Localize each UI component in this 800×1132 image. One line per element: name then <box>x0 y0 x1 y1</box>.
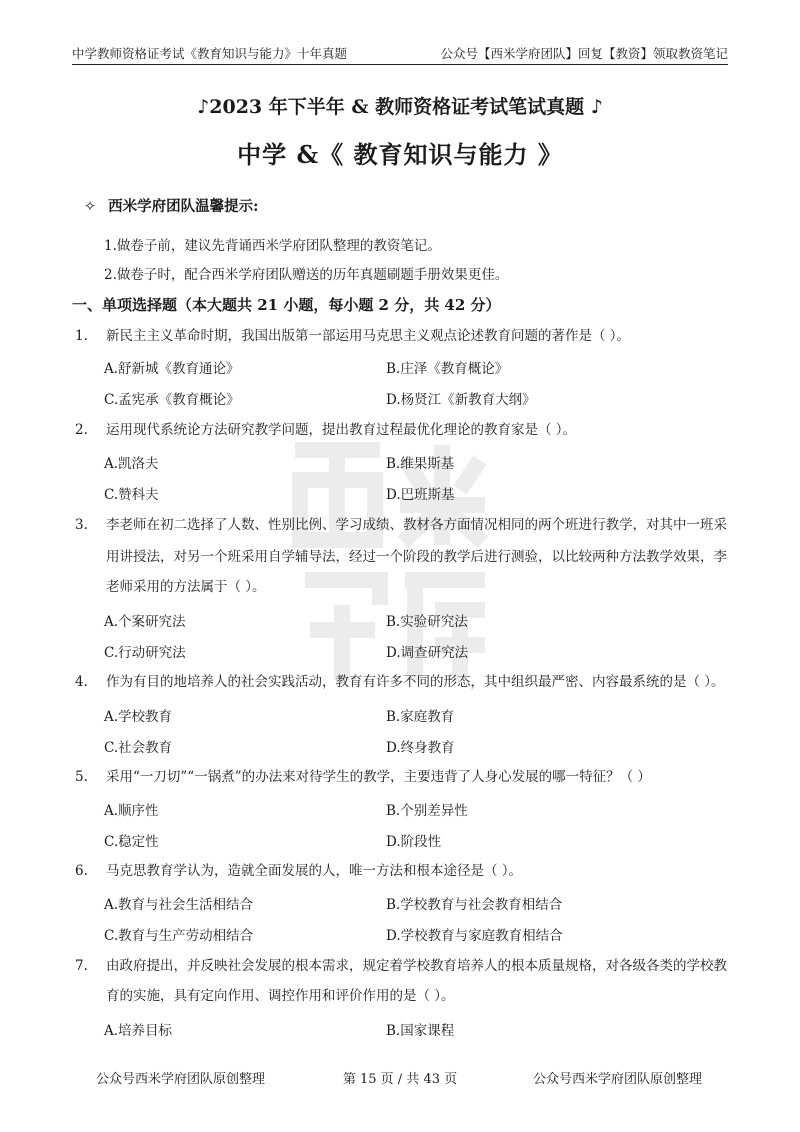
page-number: 第 15 页 / 共 43 页 <box>342 1072 458 1087</box>
question-3 <box>75 511 735 540</box>
header-left-text: 中学教师资格证考试《教育知识与能力》十年真题 <box>72 46 348 61</box>
option-a: A.个案研究法 <box>104 614 186 630</box>
page-header <box>72 38 728 65</box>
option-d: D.终身教育 <box>386 740 455 756</box>
question-1 <box>75 322 735 351</box>
option-d: D.调查研究法 <box>386 645 469 661</box>
option-a: A.顺序性 <box>104 803 159 819</box>
header-right-text: 公众号【西米学府团队】回复【教资】领取教资笔记 <box>440 46 728 61</box>
question-number: 4. <box>75 674 88 690</box>
option-b: B.国家课程 <box>386 1023 455 1039</box>
exam-title: ♪2023 年下半年 & 教师资格证考试笔试真题 ♪ <box>197 96 603 118</box>
question-7 <box>75 952 735 981</box>
question-stem: 李老师在初二选择了人数、性别比例、学习成绩、教材各方面情况相同的两个班进行教学，对其中一班采 <box>106 517 727 533</box>
sparkle-icon: ✧ <box>84 199 97 215</box>
subject-title: 中学 &《 教育知识与能力 》 <box>237 140 563 169</box>
tips-heading-text: 西米学府团队温馨提示: <box>108 198 259 215</box>
question-stem: 新民主主义革命时期，我国出版第一部运用马克思主义观点论述教育问题的著作是（ ）。 <box>106 328 631 344</box>
option-c: C.稳定性 <box>104 834 159 850</box>
question-stem: 由政府提出，并反映社会发展的根本需求，规定着学校教育培养人的根本质量规格，对各级各类的学校教 <box>106 958 727 974</box>
option-a: A.凯洛夫 <box>104 456 159 472</box>
question-5 <box>75 763 735 792</box>
option-c: C.社会教育 <box>104 740 173 756</box>
option-a: A.培养目标 <box>104 1023 173 1039</box>
question-4 <box>75 668 735 697</box>
tip-item: 1.做卷子前，建议先背诵西米学府团队整理的教资笔记。 <box>104 238 441 254</box>
option-a: A.学校教育 <box>104 709 173 725</box>
question-6 <box>75 857 735 886</box>
option-c: C.孟宪承《教育概论》 <box>104 392 240 408</box>
question-2 <box>75 416 735 445</box>
option-c: C.教育与生产劳动相结合 <box>104 928 254 944</box>
option-c: C.赞科夫 <box>104 487 159 503</box>
option-b: B.实验研究法 <box>386 614 468 630</box>
footer-right: 公众号西米学府团队原创整理 <box>532 1072 702 1087</box>
option-b: B.庄泽《教育概论》 <box>386 361 509 377</box>
option-c: C.行动研究法 <box>104 645 186 661</box>
question-stem: 马克思教育学认为，造就全面发展的人，唯一方法和根本途径是（ ）。 <box>106 863 523 879</box>
option-d: D.学校教育与家庭教育相结合 <box>386 928 563 944</box>
section-title: 一、单项选择题（本大题共 21 小题，每小题 2 分，共 42 分） <box>72 296 501 314</box>
question-number: 2. <box>75 422 88 438</box>
question-number: 3. <box>75 517 88 533</box>
question-number: 6. <box>75 863 88 879</box>
question-stem-continued: 老师采用的方法属于（ ）。 <box>106 579 266 595</box>
question-number: 1. <box>75 328 88 344</box>
tip-item: 2.做卷子时，配合西米学府团队赠送的历年真题刷题手册效果更佳。 <box>104 267 509 283</box>
option-a: A.舒新城《教育通论》 <box>104 361 240 377</box>
option-b: B.维果斯基 <box>386 456 455 472</box>
question-stem-continued: 用讲授法，对另一个班采用自学辅导法，经过一个阶段的教学后进行测验，以比较两种方法教学效果，李 <box>106 549 727 565</box>
option-b: B.个别差异性 <box>386 803 468 819</box>
option-b: B.家庭教育 <box>386 709 455 725</box>
option-b: B.学校教育与社会教育相结合 <box>386 897 563 913</box>
tips-heading <box>84 195 259 216</box>
option-d: D.杨贤江《新教育大纲》 <box>386 392 536 408</box>
question-number: 7. <box>75 958 88 974</box>
question-stem: 采用“一刀切”“一锅煮”的办法来对待学生的教学，主要违背了人身心发展的哪一特征？（ ） <box>106 769 651 785</box>
option-d: D.巴班斯基 <box>386 487 455 503</box>
question-number: 5. <box>75 769 88 785</box>
option-a: A.教育与社会生活相结合 <box>104 897 254 913</box>
question-stem-continued: 育的实施，具有定向作用、调控作用和评价作用的是（ ）。 <box>106 988 455 1004</box>
question-stem: 运用现代系统论方法研究教学问题，提出教育过程最优化理论的教育家是（ ）。 <box>106 422 577 438</box>
footer-left: 公众号西米学府团队原创整理 <box>96 1072 266 1087</box>
option-d: D.阶段性 <box>386 834 442 850</box>
question-stem: 作为有目的地培养人的社会实践活动，教育有许多不同的形态，其中组织最严密、内容最系统的是（ ）。 <box>106 674 725 690</box>
